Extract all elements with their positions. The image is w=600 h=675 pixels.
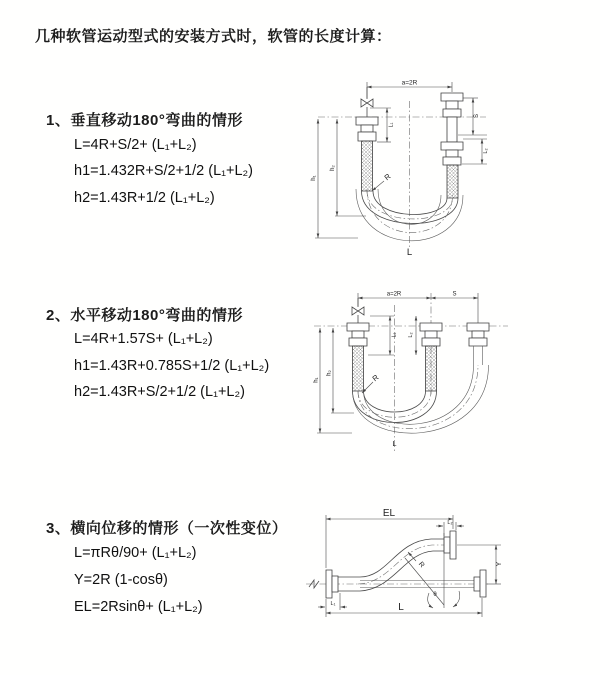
diagram-lateral-displacement: [298, 495, 598, 660]
right-pipe-flanges: [467, 323, 489, 365]
dim-label-theta: θ: [433, 592, 437, 598]
section-2-formula-h1: h1=1.43R+0.785S+1/2 (L₁+L₂): [74, 358, 270, 374]
section-3-formula-EL: EL=2Rsinθ+ (L₁+L₂): [74, 599, 203, 615]
section-1-formula-h2: h2=1.43R+1/2 (L₁+L₂): [74, 190, 215, 206]
left-pipe-flanges: [356, 117, 378, 191]
dimension-a2r: [367, 80, 452, 99]
radius-leader: [362, 372, 381, 393]
diagram-3-svg: [298, 495, 598, 660]
centerlines: [314, 293, 508, 451]
s-curve-hose: [358, 531, 456, 591]
phantom-straight-pipe: [360, 570, 486, 597]
dim-label-h1: h₁: [313, 377, 320, 383]
diagram-1-svg: [310, 75, 545, 265]
dim-label-y: Y: [496, 561, 503, 567]
dim-label-l1: L₁: [330, 601, 336, 607]
section-2-heading: 2、水平移动180°弯曲的情形: [46, 307, 243, 324]
dim-label-l: L: [392, 439, 397, 448]
radius-leader: [372, 171, 393, 191]
dim-label-r: R: [416, 560, 426, 570]
dim-label-l1: L₁: [388, 122, 395, 128]
dimension-h1: [311, 119, 358, 238]
dim-label-l: L: [398, 602, 404, 613]
dimension-l2: [462, 139, 489, 164]
centerlines: [318, 101, 486, 247]
diagram-2-svg: [308, 283, 553, 471]
dim-label-l2: L₂: [447, 520, 453, 526]
dim-label-l2: L₂: [408, 332, 414, 338]
dim-label-h1: h₁: [311, 175, 317, 181]
dimension-l1: [318, 593, 347, 610]
section-1-formula-L: L=4R+S/2+ (L₁+L₂): [74, 137, 197, 153]
dim-label-l1: L₁: [391, 332, 398, 338]
dim-label-r: R: [382, 171, 393, 183]
section-1-heading: 1、垂直移动180°弯曲的情形: [46, 112, 243, 129]
section-3-formula-Y: Y=2R (1-cosθ): [74, 572, 168, 588]
section-2-formula-h2: h2=1.43R+S/2+1/2 (L₁+L₂): [74, 384, 245, 400]
dim-label-h2: h₂: [330, 165, 336, 171]
section-3-heading: 3、横向位移的情形（一次性变位）: [46, 520, 288, 537]
dim-label-s: S: [474, 113, 480, 119]
right-pipe-flanges: [441, 93, 463, 198]
dim-label-l: L: [406, 247, 413, 258]
dim-label-l2: L₂: [483, 148, 489, 154]
dimension-s: [458, 98, 487, 135]
dim-label-h2: h₂: [326, 370, 333, 376]
dimension-a2r: [358, 292, 478, 324]
valve-icon: [361, 87, 373, 117]
middle-pipe-flanges: [420, 323, 442, 391]
dimension-l2: [408, 316, 416, 355]
diagram-horizontal-180-bend: [308, 283, 553, 471]
dim-label-a2r: a=2R: [386, 291, 402, 298]
dimension-el: [326, 508, 453, 568]
dim-label-a2r: a=2R: [401, 79, 418, 87]
left-pipe-flanges: [347, 323, 369, 391]
valve-icon: [352, 298, 364, 323]
diagram-vertical-180-bend: [310, 75, 545, 265]
section-2-formula-L: L=4R+1.57S+ (L₁+L₂): [74, 331, 213, 347]
dim-label-r: R: [370, 372, 381, 384]
section-3-formula-L: L=πRθ/90+ (L₁+L₂): [74, 545, 197, 561]
page-title: 几种软管运动型式的安装方式时，软管的长度计算：: [35, 28, 392, 45]
dimension-l1: [368, 316, 398, 355]
dim-label-s: S: [452, 291, 457, 298]
dim-label-el: EL: [382, 508, 396, 519]
section-1-formula-h1: h1=1.432R+S/2+1/2 (L₁+L₂): [74, 163, 254, 179]
